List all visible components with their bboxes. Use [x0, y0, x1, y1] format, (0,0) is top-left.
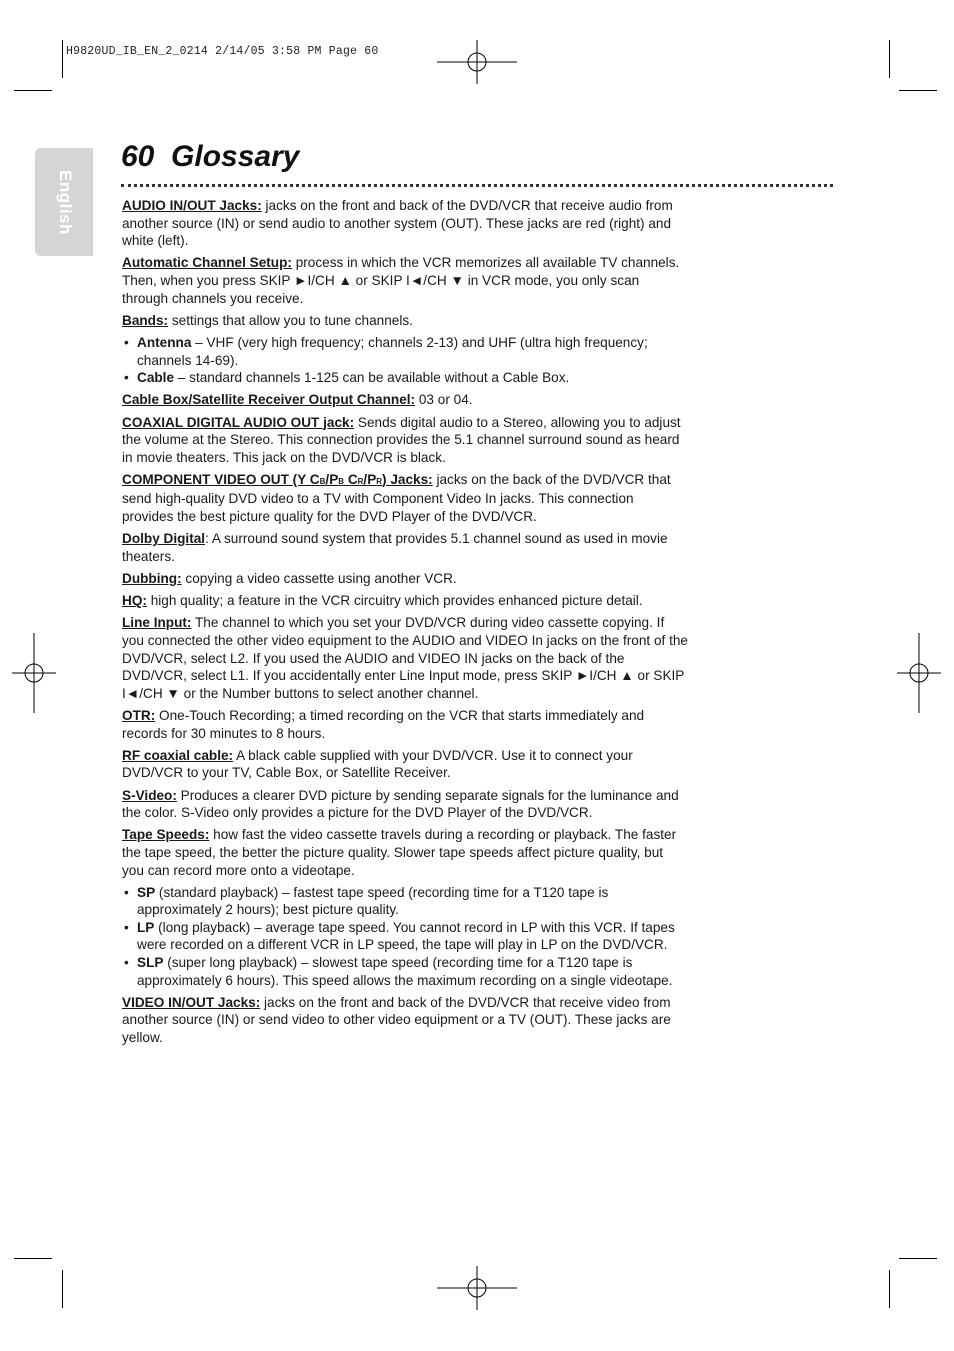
list-item	[122, 369, 688, 387]
term-part: COMPONENT VIDEO OUT (Y C	[122, 471, 320, 487]
glossary-entry	[122, 570, 688, 588]
glossary-term: AUDIO IN/OUT Jacks:	[122, 198, 262, 213]
glossary-term: S-Video:	[122, 787, 177, 803]
glossary-definition: : A surround sound system that provides 5.1 channel sound as used in movie theaters.	[122, 531, 668, 564]
glossary-definition: The channel to which you set your DVD/VCR during video cassette copying. If you connected the other video equipment to the AUDIO and VIDEO In jacks on the front of the DVD/VCR, select L2. If you used the AUDIO and VIDEO IN jacks on the back of the DVD/VCR, select L1. If you accidentally enter Line Input mode, press SKIP ►I/CH ▲ or SKIP I◄/CH ▼ or the Number buttons to select another channel.	[122, 615, 688, 701]
page-title	[121, 140, 299, 174]
glossary-definition: jacks on the back of the DVD/VCR that send high-quality DVD video to a TV with Component Video In jacks. This connection provides the best picture quality for the DVD Player of the DVD/VCR.	[122, 471, 671, 525]
page-number: 60	[121, 140, 155, 173]
glossary-term: Dolby Digital	[122, 531, 206, 547]
term-part: C	[344, 471, 358, 487]
subscript: B	[338, 476, 345, 486]
list-item-text: – VHF (very high frequency; channels 2-13) and UHF (ultra high frequency; channels 14-69).	[137, 334, 648, 368]
glossary-entry	[122, 994, 688, 1047]
glossary-entry	[122, 197, 688, 250]
crop-mark	[889, 40, 890, 78]
crop-mark	[889, 1270, 890, 1308]
glossary-definition: Produces a clearer DVD picture by sending separate signals for the luminance and the color. S-Video only provides a picture for the DVD Player of the DVD/VCR.	[122, 787, 679, 821]
glossary-definition: One-Touch Recording; a timed recording on the VCR that starts immediately and records for 30 minutes to 8 hours.	[122, 707, 645, 741]
crop-mark	[14, 1258, 52, 1259]
glossary-term: RF coaxial cable:	[122, 747, 234, 763]
list-item	[122, 884, 688, 919]
list-item-term: Antenna	[137, 334, 192, 350]
glossary-term: OTR:	[122, 707, 156, 723]
bands-list	[122, 334, 688, 387]
term-part: /P	[325, 471, 339, 487]
glossary-entry	[122, 414, 688, 467]
list-item-text: (super long playback) – slowest tape speed (recording time for a T120 tape is approximately 6 hours). This speed allows the maximum recording on a single videotape.	[137, 955, 673, 988]
glossary-definition: jacks on the front and back of the DVD/VCR that receive video from another source (IN) or send video to other video equipment or a TV (OUT). These jacks are yellow.	[122, 994, 671, 1046]
glossary-entry	[122, 614, 688, 702]
glossary-entry	[122, 707, 688, 742]
language-tab	[35, 148, 93, 256]
glossary-entry	[122, 391, 688, 409]
glossary-body	[122, 197, 688, 1051]
print-header: H9820UD_IB_EN_2_0214 2/14/05 3:58 PM Page 60	[66, 45, 379, 58]
crop-mark	[14, 90, 52, 91]
glossary-entry	[122, 826, 688, 879]
glossary-entry	[122, 254, 688, 307]
tape-speeds-list	[122, 884, 688, 990]
glossary-entry	[122, 312, 688, 330]
glossary-entry	[122, 747, 688, 782]
crop-mark	[62, 40, 63, 78]
subscript: R	[357, 476, 364, 486]
registration-mark-icon	[437, 1266, 517, 1310]
list-item-text: (standard playback) – fastest tape speed (recording time for a T120 tape is approximately 2 hours); best picture quality.	[137, 884, 609, 918]
glossary-definition: copying a video cassette using another VCR.	[181, 571, 457, 587]
glossary-term: COAXIAL DIGITAL AUDIO OUT jack:	[122, 414, 355, 430]
glossary-entry	[122, 592, 688, 610]
glossary-entry	[122, 787, 688, 822]
crop-mark	[899, 1258, 937, 1259]
glossary-definition: Sends digital audio to a Stereo, allowing you to adjust the volume at the Stereo. This connection provides the 5.1 channel surround sound as heard in movie theaters. This jack on the DVD/VCR is black.	[122, 414, 681, 465]
list-item-text: (long playback) – average tape speed. You cannot record in LP with this VCR. If tapes were recorded on a different VCR in LP speed, the tape will play in LP on the DVD/VCR.	[137, 919, 675, 953]
term-part: /P	[363, 471, 377, 487]
crop-mark	[899, 90, 937, 91]
subscript: B	[319, 476, 326, 486]
list-item-term: LP	[137, 919, 155, 935]
glossary-definition: settings that allow you to tune channels.	[168, 312, 413, 328]
glossary-definition: how fast the video cassette travels during a recording or playback. The faster the tape speed, the better the picture quality. Slower tape speeds affect picture quality, but you can record more onto a videotape.	[122, 827, 677, 878]
glossary-term: Line Input:	[122, 615, 192, 631]
list-item	[122, 954, 688, 989]
glossary-term: Cable Box/Satellite Receiver Output Channel:	[122, 392, 416, 408]
page-title-text: Glossary	[171, 140, 300, 173]
list-item	[122, 334, 688, 369]
registration-mark-icon	[12, 633, 56, 713]
glossary-entry	[122, 471, 688, 526]
registration-mark-icon	[437, 40, 517, 84]
glossary-term: Bands:	[122, 312, 169, 328]
registration-mark-icon	[897, 633, 941, 713]
list-item-term: Cable	[137, 370, 175, 386]
glossary-definition: A black cable supplied with your DVD/VCR. Use it to connect your DVD/VCR to your TV, Cable Box, or Satellite Receiver.	[122, 747, 633, 781]
crop-mark	[62, 1270, 63, 1308]
language-tab-label: English	[56, 170, 75, 235]
glossary-term: Dubbing:	[122, 571, 182, 587]
glossary-term: Automatic Channel Setup:	[122, 255, 292, 271]
glossary-definition: 03 or 04.	[415, 392, 473, 408]
glossary-term	[122, 472, 433, 487]
list-item-text: – standard channels 1-125 can be available without a Cable Box.	[174, 370, 570, 386]
glossary-entry	[122, 530, 688, 565]
list-item-term: SP	[137, 884, 156, 900]
title-divider	[121, 184, 833, 187]
glossary-term: HQ:	[122, 593, 147, 609]
term-part: ) Jacks:	[382, 471, 433, 487]
glossary-definition: process in which the VCR memorizes all available TV channels. Then, when you press SKIP ►I/CH ▲ or SKIP I◄/CH ▼ in VCR mode, you only scan through channels you receive.	[122, 255, 680, 306]
list-item	[122, 919, 688, 954]
glossary-term: VIDEO IN/OUT Jacks:	[122, 994, 261, 1010]
glossary-definition: high quality; a feature in the VCR circuitry which provides enhanced picture detail.	[146, 593, 643, 609]
glossary-definition: jacks on the front and back of the DVD/VCR that receive audio from another source (IN) or send audio to another system (OUT). These jacks are red (right) and white (left).	[122, 198, 673, 249]
subscript: R	[376, 476, 383, 486]
glossary-term: Tape Speeds:	[122, 827, 210, 843]
list-item-term: SLP	[137, 955, 164, 971]
